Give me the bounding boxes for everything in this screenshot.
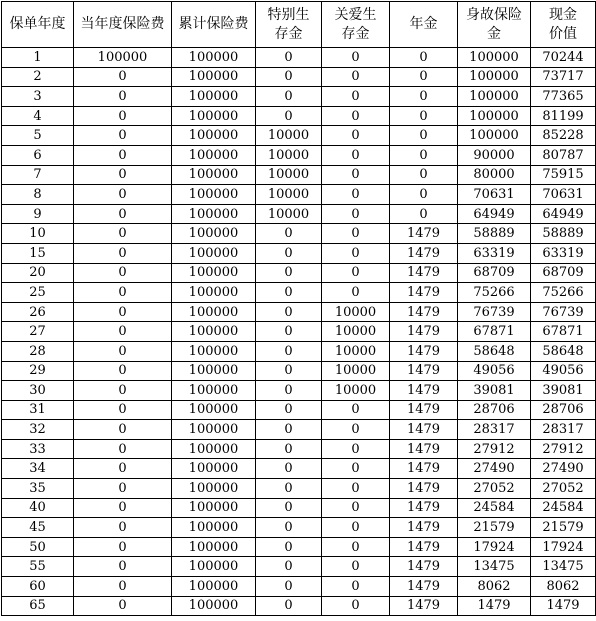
cell-annual-premium: 0	[74, 185, 172, 205]
table-row	[2, 165, 596, 185]
cell-care-survival-benefit: 0	[322, 596, 390, 616]
cell-cash-value: 27490	[531, 459, 596, 479]
cell-annual-premium: 0	[74, 165, 172, 185]
cell-annual-premium: 0	[74, 479, 172, 499]
cell-cumulative-premium: 100000	[172, 145, 256, 165]
cell-cash-value: 63319	[531, 243, 596, 263]
cell-annuity: 1479	[390, 439, 458, 459]
cell-policy-year: 9	[2, 204, 74, 224]
cell-policy-year: 1	[2, 48, 74, 68]
cell-cumulative-premium: 100000	[172, 498, 256, 518]
cell-care-survival-benefit: 0	[322, 537, 390, 557]
cell-death-benefit: 1479	[458, 596, 531, 616]
cell-cumulative-premium: 100000	[172, 557, 256, 577]
cell-cash-value: 67871	[531, 322, 596, 342]
cell-cumulative-premium: 100000	[172, 459, 256, 479]
cell-death-benefit: 27912	[458, 439, 531, 459]
cell-care-survival-benefit: 0	[322, 185, 390, 205]
cell-annual-premium: 0	[74, 459, 172, 479]
cell-annuity: 1479	[390, 459, 458, 479]
cell-cash-value: 8062	[531, 577, 596, 597]
cell-special-survival-benefit: 10000	[256, 185, 322, 205]
cell-annual-premium: 0	[74, 420, 172, 440]
cell-cumulative-premium: 100000	[172, 48, 256, 68]
cell-annuity: 0	[390, 145, 458, 165]
cell-care-survival-benefit: 0	[322, 557, 390, 577]
table-row	[2, 557, 596, 577]
cell-death-benefit: 100000	[458, 106, 531, 126]
cell-annual-premium: 0	[74, 224, 172, 244]
cell-special-survival-benefit: 0	[256, 459, 322, 479]
cell-cumulative-premium: 100000	[172, 596, 256, 616]
cell-policy-year: 35	[2, 479, 74, 499]
cell-policy-year: 10	[2, 224, 74, 244]
cell-annuity: 0	[390, 204, 458, 224]
cell-annual-premium: 0	[74, 263, 172, 283]
cell-cash-value: 24584	[531, 498, 596, 518]
cell-annuity: 1479	[390, 322, 458, 342]
cell-policy-year: 2	[2, 67, 74, 87]
cell-annual-premium: 0	[74, 577, 172, 597]
cell-cash-value: 81199	[531, 106, 596, 126]
cell-annual-premium: 0	[74, 361, 172, 381]
cell-death-benefit: 67871	[458, 322, 531, 342]
cell-cash-value: 58648	[531, 341, 596, 361]
cell-annuity: 1479	[390, 420, 458, 440]
cell-care-survival-benefit: 0	[322, 126, 390, 146]
cell-cumulative-premium: 100000	[172, 204, 256, 224]
cell-death-benefit: 27490	[458, 459, 531, 479]
cell-cumulative-premium: 100000	[172, 341, 256, 361]
cell-cash-value: 49056	[531, 361, 596, 381]
cell-annuity: 0	[390, 48, 458, 68]
cell-cash-value: 13475	[531, 557, 596, 577]
cell-death-benefit: 28317	[458, 420, 531, 440]
cell-cumulative-premium: 100000	[172, 302, 256, 322]
cell-cumulative-premium: 100000	[172, 479, 256, 499]
cell-death-benefit: 100000	[458, 87, 531, 107]
cell-cash-value: 21579	[531, 518, 596, 538]
cell-annual-premium: 0	[74, 204, 172, 224]
cell-annuity: 1479	[390, 518, 458, 538]
cell-annual-premium: 0	[74, 439, 172, 459]
cell-special-survival-benefit: 0	[256, 557, 322, 577]
cell-special-survival-benefit: 0	[256, 322, 322, 342]
col-header-policy-year: 保单年度	[2, 2, 74, 48]
cell-cumulative-premium: 100000	[172, 165, 256, 185]
cell-special-survival-benefit: 0	[256, 302, 322, 322]
cell-special-survival-benefit: 0	[256, 48, 322, 68]
col-header-annuity: 年金	[390, 2, 458, 48]
col-header-care-survival-benefit: 关爱生存金	[322, 2, 390, 48]
cell-policy-year: 50	[2, 537, 74, 557]
cell-policy-year: 33	[2, 439, 74, 459]
table-row	[2, 537, 596, 557]
cell-special-survival-benefit: 0	[256, 439, 322, 459]
cell-special-survival-benefit: 0	[256, 361, 322, 381]
cell-annuity: 1479	[390, 302, 458, 322]
cell-cumulative-premium: 100000	[172, 420, 256, 440]
cell-care-survival-benefit: 0	[322, 243, 390, 263]
cell-care-survival-benefit: 0	[322, 145, 390, 165]
cell-care-survival-benefit: 0	[322, 204, 390, 224]
cell-death-benefit: 21579	[458, 518, 531, 538]
cell-care-survival-benefit: 0	[322, 263, 390, 283]
cell-death-benefit: 63319	[458, 243, 531, 263]
cell-care-survival-benefit: 0	[322, 400, 390, 420]
cell-care-survival-benefit: 0	[322, 498, 390, 518]
table-row	[2, 126, 596, 146]
cell-special-survival-benefit: 0	[256, 577, 322, 597]
table-row	[2, 87, 596, 107]
table-row	[2, 185, 596, 205]
cell-care-survival-benefit: 10000	[322, 361, 390, 381]
cell-cash-value: 76739	[531, 302, 596, 322]
cell-annual-premium: 0	[74, 498, 172, 518]
cell-special-survival-benefit: 10000	[256, 145, 322, 165]
cell-cash-value: 70244	[531, 48, 596, 68]
cell-policy-year: 4	[2, 106, 74, 126]
cell-cash-value: 39081	[531, 381, 596, 401]
cell-death-benefit: 64949	[458, 204, 531, 224]
cell-cumulative-premium: 100000	[172, 322, 256, 342]
cell-annual-premium: 0	[74, 87, 172, 107]
cell-cash-value: 85228	[531, 126, 596, 146]
cell-cumulative-premium: 100000	[172, 263, 256, 283]
cell-policy-year: 29	[2, 361, 74, 381]
cell-special-survival-benefit: 10000	[256, 165, 322, 185]
cell-policy-year: 32	[2, 420, 74, 440]
cell-policy-year: 6	[2, 145, 74, 165]
cell-annuity: 1479	[390, 498, 458, 518]
cell-care-survival-benefit: 0	[322, 518, 390, 538]
cell-cash-value: 58889	[531, 224, 596, 244]
cell-annuity: 0	[390, 126, 458, 146]
cell-special-survival-benefit: 0	[256, 341, 322, 361]
cell-policy-year: 5	[2, 126, 74, 146]
cell-cumulative-premium: 100000	[172, 400, 256, 420]
cell-special-survival-benefit: 0	[256, 106, 322, 126]
cell-annuity: 1479	[390, 224, 458, 244]
cell-death-benefit: 39081	[458, 381, 531, 401]
cell-care-survival-benefit: 0	[322, 165, 390, 185]
cell-annual-premium: 0	[74, 596, 172, 616]
cell-annual-premium: 0	[74, 341, 172, 361]
cell-death-benefit: 28706	[458, 400, 531, 420]
table-row	[2, 400, 596, 420]
cell-annuity: 1479	[390, 263, 458, 283]
cell-special-survival-benefit: 0	[256, 67, 322, 87]
cell-special-survival-benefit: 0	[256, 518, 322, 538]
cell-cumulative-premium: 100000	[172, 283, 256, 303]
cell-policy-year: 45	[2, 518, 74, 538]
cell-annual-premium: 0	[74, 145, 172, 165]
cell-cumulative-premium: 100000	[172, 126, 256, 146]
cell-death-benefit: 75266	[458, 283, 531, 303]
cell-death-benefit: 17924	[458, 537, 531, 557]
cell-cash-value: 17924	[531, 537, 596, 557]
table-row	[2, 479, 596, 499]
cell-care-survival-benefit: 0	[322, 87, 390, 107]
cell-cash-value: 73717	[531, 67, 596, 87]
cell-care-survival-benefit: 10000	[322, 381, 390, 401]
col-header-cumulative-premium: 累计保险费	[172, 2, 256, 48]
cell-annuity: 1479	[390, 243, 458, 263]
table-row	[2, 341, 596, 361]
cell-cash-value: 28317	[531, 420, 596, 440]
cell-death-benefit: 27052	[458, 479, 531, 499]
cell-care-survival-benefit: 10000	[322, 322, 390, 342]
cell-cumulative-premium: 100000	[172, 381, 256, 401]
cell-policy-year: 28	[2, 341, 74, 361]
cell-cash-value: 70631	[531, 185, 596, 205]
cell-annuity: 1479	[390, 400, 458, 420]
cell-annual-premium: 0	[74, 302, 172, 322]
cell-cumulative-premium: 100000	[172, 537, 256, 557]
cell-annuity: 0	[390, 106, 458, 126]
table-row	[2, 596, 596, 616]
table-row	[2, 204, 596, 224]
cell-cash-value: 75266	[531, 283, 596, 303]
table-row	[2, 361, 596, 381]
table-row	[2, 48, 596, 68]
cell-death-benefit: 49056	[458, 361, 531, 381]
cell-policy-year: 65	[2, 596, 74, 616]
cell-annual-premium: 100000	[74, 48, 172, 68]
cell-annuity: 0	[390, 67, 458, 87]
cell-special-survival-benefit: 0	[256, 224, 322, 244]
cell-policy-year: 34	[2, 459, 74, 479]
cell-annual-premium: 0	[74, 322, 172, 342]
cell-annuity: 1479	[390, 479, 458, 499]
table-row	[2, 381, 596, 401]
cell-cumulative-premium: 100000	[172, 224, 256, 244]
table-row	[2, 420, 596, 440]
col-header-special-survival-benefit: 特别生存金	[256, 2, 322, 48]
cell-policy-year: 55	[2, 557, 74, 577]
table-row	[2, 67, 596, 87]
cell-cumulative-premium: 100000	[172, 67, 256, 87]
cell-annual-premium: 0	[74, 400, 172, 420]
header-row	[2, 2, 596, 48]
cell-cumulative-premium: 100000	[172, 106, 256, 126]
cell-annuity: 1479	[390, 341, 458, 361]
col-header-cash-value: 现金价值	[531, 2, 596, 48]
table-row	[2, 302, 596, 322]
cell-death-benefit: 58889	[458, 224, 531, 244]
cell-policy-year: 26	[2, 302, 74, 322]
cell-policy-year: 7	[2, 165, 74, 185]
table-row	[2, 243, 596, 263]
table-row	[2, 518, 596, 538]
cell-annuity: 1479	[390, 596, 458, 616]
col-header-annual-premium: 当年度保险费	[74, 2, 172, 48]
cell-death-benefit: 8062	[458, 577, 531, 597]
cell-cash-value: 28706	[531, 400, 596, 420]
cell-care-survival-benefit: 0	[322, 224, 390, 244]
cell-cumulative-premium: 100000	[172, 87, 256, 107]
cell-annual-premium: 0	[74, 67, 172, 87]
cell-policy-year: 20	[2, 263, 74, 283]
cell-policy-year: 30	[2, 381, 74, 401]
cell-cumulative-premium: 100000	[172, 577, 256, 597]
cell-care-survival-benefit: 0	[322, 577, 390, 597]
cell-policy-year: 40	[2, 498, 74, 518]
cell-death-benefit: 100000	[458, 67, 531, 87]
cell-care-survival-benefit: 0	[322, 479, 390, 499]
cell-special-survival-benefit: 0	[256, 263, 322, 283]
table-row	[2, 145, 596, 165]
cell-annuity: 0	[390, 87, 458, 107]
table-row	[2, 439, 596, 459]
cell-cash-value: 68709	[531, 263, 596, 283]
cell-annual-premium: 0	[74, 283, 172, 303]
cell-policy-year: 8	[2, 185, 74, 205]
cell-annuity: 1479	[390, 283, 458, 303]
cell-death-benefit: 100000	[458, 126, 531, 146]
cell-care-survival-benefit: 0	[322, 67, 390, 87]
cell-death-benefit: 13475	[458, 557, 531, 577]
cell-death-benefit: 58648	[458, 341, 531, 361]
cell-annual-premium: 0	[74, 126, 172, 146]
table-body	[2, 48, 596, 616]
cell-policy-year: 60	[2, 577, 74, 597]
cell-care-survival-benefit: 0	[322, 420, 390, 440]
cell-special-survival-benefit: 0	[256, 243, 322, 263]
cell-policy-year: 3	[2, 87, 74, 107]
cell-care-survival-benefit: 10000	[322, 341, 390, 361]
cell-special-survival-benefit: 10000	[256, 204, 322, 224]
cell-annuity: 1479	[390, 381, 458, 401]
cell-annual-premium: 0	[74, 557, 172, 577]
table-row	[2, 322, 596, 342]
cell-annual-premium: 0	[74, 537, 172, 557]
cell-cumulative-premium: 100000	[172, 361, 256, 381]
cell-annual-premium: 0	[74, 243, 172, 263]
cell-special-survival-benefit: 0	[256, 537, 322, 557]
cell-cumulative-premium: 100000	[172, 185, 256, 205]
cell-special-survival-benefit: 0	[256, 283, 322, 303]
cell-care-survival-benefit: 0	[322, 439, 390, 459]
table-row	[2, 106, 596, 126]
cell-cash-value: 80787	[531, 145, 596, 165]
cell-cash-value: 64949	[531, 204, 596, 224]
table-row	[2, 283, 596, 303]
cell-death-benefit: 68709	[458, 263, 531, 283]
cell-care-survival-benefit: 0	[322, 283, 390, 303]
table-row	[2, 459, 596, 479]
cell-care-survival-benefit: 10000	[322, 302, 390, 322]
cell-cash-value: 75915	[531, 165, 596, 185]
table-row	[2, 224, 596, 244]
cell-cash-value: 27052	[531, 479, 596, 499]
cell-special-survival-benefit: 0	[256, 87, 322, 107]
benefit-table	[1, 1, 596, 616]
cell-cumulative-premium: 100000	[172, 243, 256, 263]
cell-death-benefit: 76739	[458, 302, 531, 322]
cell-cumulative-premium: 100000	[172, 439, 256, 459]
cell-policy-year: 31	[2, 400, 74, 420]
cell-annual-premium: 0	[74, 106, 172, 126]
cell-cash-value: 77365	[531, 87, 596, 107]
cell-special-survival-benefit: 0	[256, 479, 322, 499]
cell-special-survival-benefit: 0	[256, 498, 322, 518]
cell-care-survival-benefit: 0	[322, 48, 390, 68]
cell-annuity: 1479	[390, 577, 458, 597]
table-row	[2, 577, 596, 597]
cell-cash-value: 27912	[531, 439, 596, 459]
cell-policy-year: 27	[2, 322, 74, 342]
cell-special-survival-benefit: 0	[256, 596, 322, 616]
cell-special-survival-benefit: 10000	[256, 126, 322, 146]
col-header-death-benefit: 身故保险金	[458, 2, 531, 48]
cell-death-benefit: 80000	[458, 165, 531, 185]
cell-special-survival-benefit: 0	[256, 381, 322, 401]
cell-annuity: 1479	[390, 361, 458, 381]
cell-annuity: 1479	[390, 557, 458, 577]
table-row	[2, 498, 596, 518]
cell-annuity: 0	[390, 165, 458, 185]
cell-care-survival-benefit: 0	[322, 459, 390, 479]
cell-cash-value: 1479	[531, 596, 596, 616]
cell-death-benefit: 100000	[458, 48, 531, 68]
table-row	[2, 263, 596, 283]
cell-care-survival-benefit: 0	[322, 106, 390, 126]
cell-cumulative-premium: 100000	[172, 518, 256, 538]
cell-death-benefit: 70631	[458, 185, 531, 205]
cell-special-survival-benefit: 0	[256, 420, 322, 440]
cell-death-benefit: 90000	[458, 145, 531, 165]
cell-policy-year: 15	[2, 243, 74, 263]
cell-special-survival-benefit: 0	[256, 400, 322, 420]
cell-annual-premium: 0	[74, 381, 172, 401]
cell-annuity: 1479	[390, 537, 458, 557]
cell-annuity: 0	[390, 185, 458, 205]
cell-annual-premium: 0	[74, 518, 172, 538]
cell-policy-year: 25	[2, 283, 74, 303]
cell-death-benefit: 24584	[458, 498, 531, 518]
